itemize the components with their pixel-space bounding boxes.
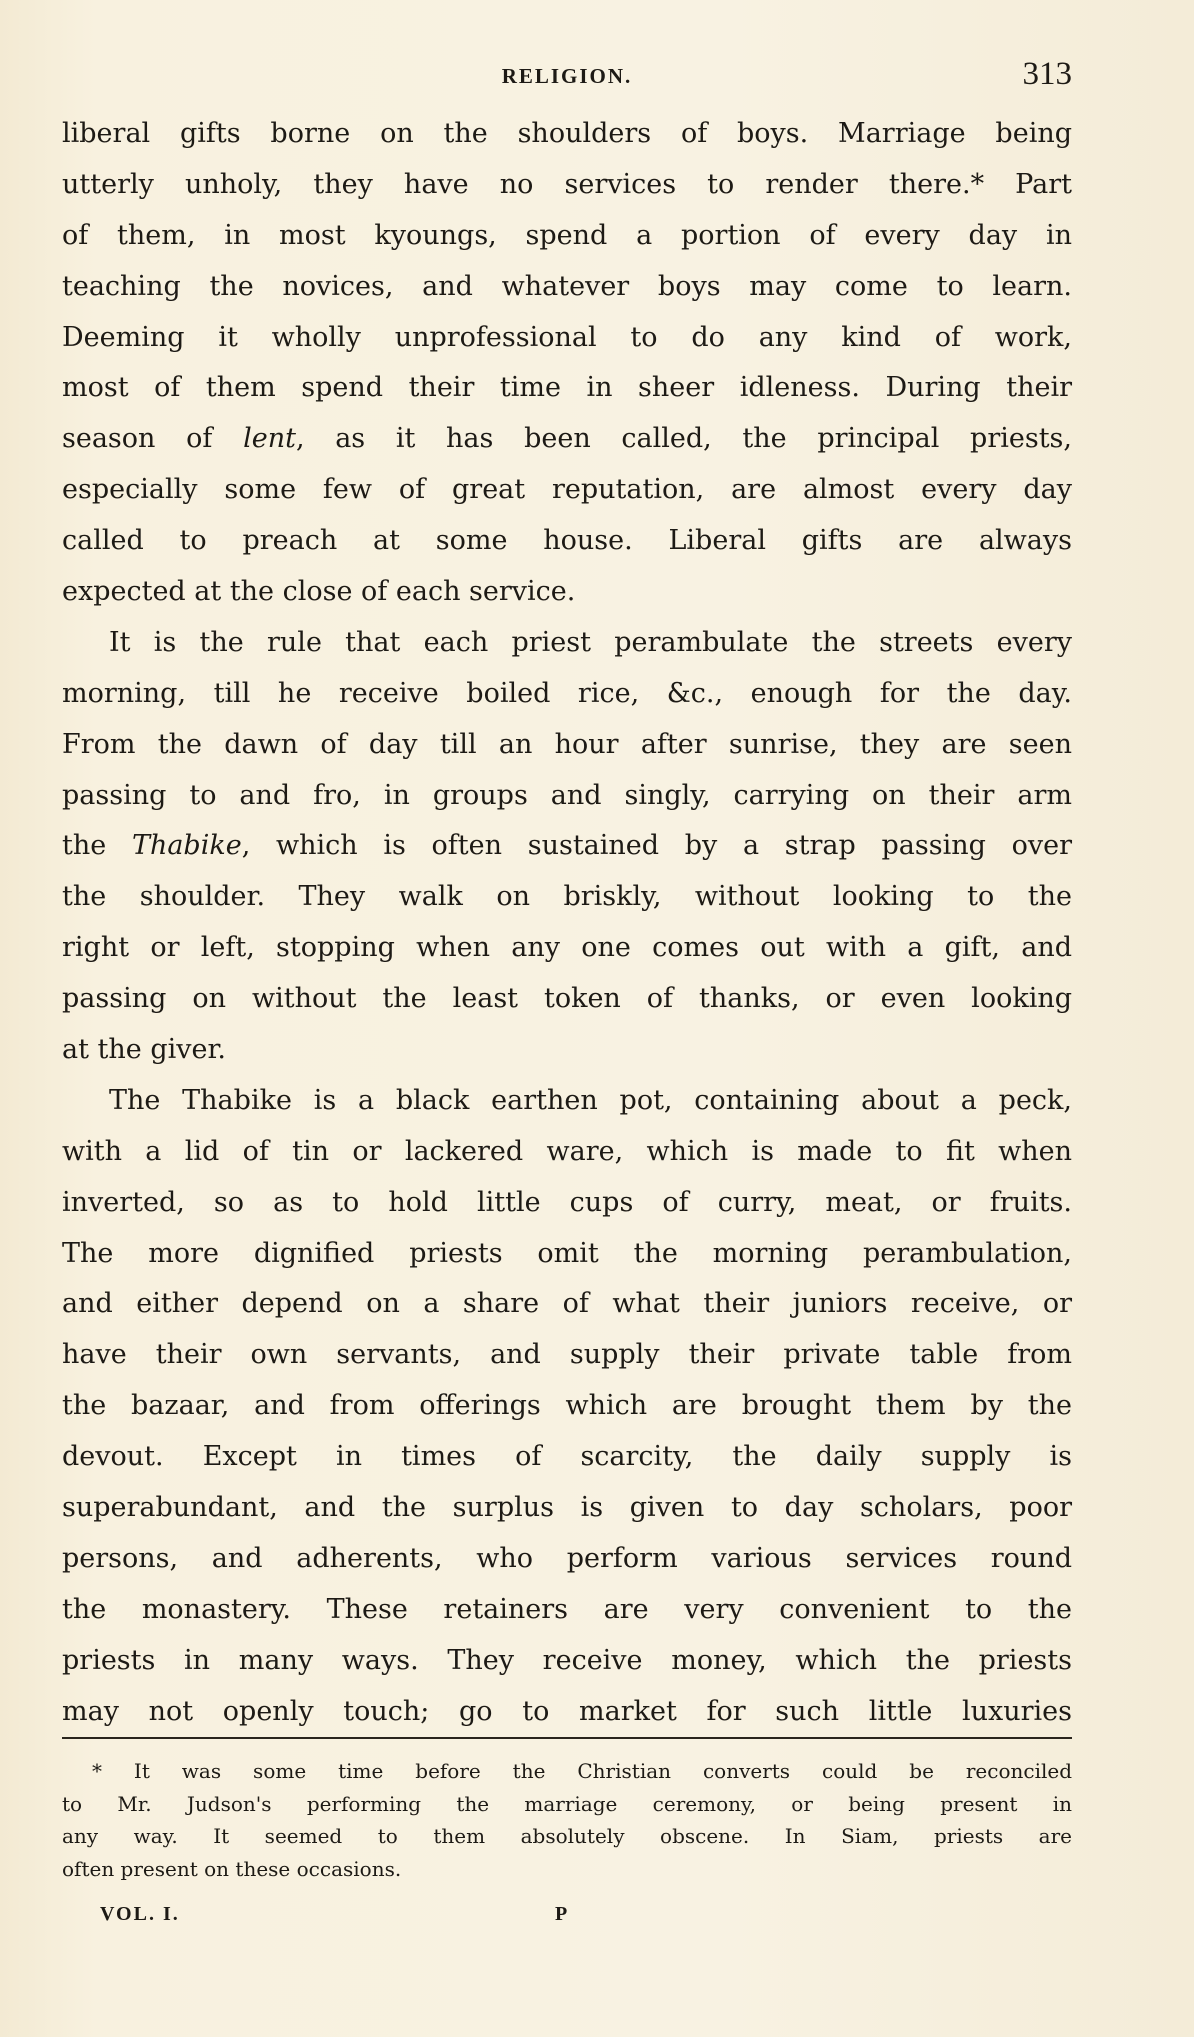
text-segment: , which is often sustained by a strap passing over: [241, 830, 1073, 862]
footnote-line: * It was some time before the Christian converts could be reconciled: [92, 1759, 1072, 1783]
text-segment: , as it has been called, the principal priests,: [295, 423, 1072, 455]
signature-mark: [100, 1903, 700, 1933]
text-line: [62, 821, 1072, 872]
text-line: at the giver.: [62, 1034, 227, 1066]
volume-label: VOL. I.: [100, 1903, 180, 1925]
italic-word-lent: lent: [243, 423, 296, 455]
text-line: Deeming it wholly unprofessional to do any kind of work,: [62, 321, 1072, 353]
text-line: [62, 414, 1072, 465]
footnote-line: often present on these occasions.: [62, 1856, 402, 1881]
text-line: especially some few of great reputation, are almost every day: [62, 474, 1072, 506]
text-line: of them, in most kyoungs, spend a portion of every day in: [62, 219, 1072, 251]
text-line: liberal gifts borne on the shoulders of boys. Marriage being: [62, 118, 1072, 149]
text-line: From the dawn of day till an hour after sunrise, they are seen: [62, 728, 1072, 760]
text-line: the monastery. These retainers are very convenient to the: [62, 1593, 1072, 1625]
footnote: [62, 1755, 1072, 1885]
text-line: passing on without the least token of thanks, or even looking: [62, 983, 1072, 1015]
text-line: persons, and adherents, who perform various services round: [62, 1542, 1072, 1574]
page-number: 313: [1022, 56, 1072, 92]
paragraph-start-line: The Thabike is a black earthen pot, containing about a peck,: [109, 1084, 1072, 1116]
text-line: devout. Except in times of scarcity, the daily supply is: [62, 1441, 1072, 1473]
text-line: expected at the close of each service.: [62, 576, 576, 608]
text-line: most of them spend their time in sheer idleness. During their: [62, 372, 1072, 404]
text-line: passing to and fro, in groups and singly, carrying on their arm: [62, 779, 1072, 811]
text-line: morning, till he receive boiled rice, &c., enough for the day.: [62, 677, 1072, 709]
text-line: called to preach at some house. Liberal gifts are always: [62, 525, 1072, 557]
text-line: priests in many ways. They receive money, which the priests: [62, 1644, 1072, 1676]
italic-word-thabike: Thabike: [131, 830, 242, 862]
running-head: [62, 56, 1072, 96]
text-line: teaching the novices, and whatever boys may come to learn.: [62, 270, 1072, 302]
paragraph-start-line: It is the rule that each priest perambulate the streets every: [109, 626, 1072, 658]
footnote-rule: [62, 1737, 1072, 1739]
text-line: with a lid of tin or lackered ware, which is made to fit when: [62, 1135, 1072, 1167]
text-line: may not openly touch; go to market for such little luxuries: [62, 1695, 1072, 1727]
running-title: RELIGION.: [501, 64, 633, 88]
text-line: superabundant, and the surplus is given to day scholars, poor: [62, 1492, 1072, 1524]
text-line: and either depend on a share of what their juniors receive, or: [62, 1288, 1072, 1320]
text-line: the shoulder. They walk on briskly, without looking to the: [62, 881, 1072, 913]
text-segment: season of: [62, 423, 244, 455]
text-line: right or left, stopping when any one comes out with a gift, and: [62, 932, 1072, 964]
body-text: [62, 109, 1072, 1738]
text-line: have their own servants, and supply their private table from: [62, 1339, 1072, 1371]
text-segment: the: [62, 830, 132, 862]
text-line: The more dignified priests omit the morning perambulation,: [62, 1237, 1072, 1269]
text-line: inverted, so as to hold little cups of curry, meat, or fruits.: [62, 1186, 1072, 1218]
footnote-line: any way. It seemed to them absolutely obscene. In Siam, priests are: [62, 1824, 1072, 1848]
text-line: the bazaar, and from offerings which are brought them by the: [62, 1390, 1072, 1422]
signature-letter: P: [555, 1903, 570, 1925]
text-line: utterly unholy, they have no services to render there.* Part: [62, 168, 1072, 200]
footnote-line: to Mr. Judson's performing the marriage ceremony, or being present in: [62, 1791, 1072, 1816]
